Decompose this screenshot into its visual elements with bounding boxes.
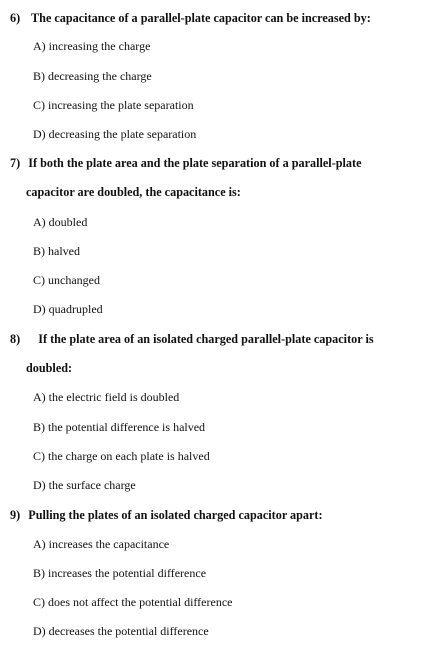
question-6-number: 6) — [10, 11, 21, 25]
question-9-heading — [10, 507, 323, 523]
question-7-stem-line-1: If both the plate area and the plate separation of a parallel-plate — [28, 156, 362, 170]
question-7-option-c: C) unchanged — [33, 273, 100, 287]
question-8-option-c: C) the charge on each plate is halved — [33, 449, 210, 463]
question-7-option-b: B) halved — [33, 244, 80, 258]
question-6-option-c: C) increasing the plate separation — [33, 98, 194, 112]
question-7-number: 7) — [10, 156, 21, 170]
question-8-option-d: D) the surface charge — [33, 478, 136, 492]
question-8-stem-line-1: If the plate area of an isolated charged parallel-plate capacitor is — [38, 332, 374, 346]
question-8-option-b: B) the potential difference is halved — [33, 420, 206, 434]
question-9-option-a: A) increases the capacitance — [33, 537, 170, 551]
question-6-option-a: A) increasing the charge — [33, 39, 151, 53]
question-9-number: 9) — [10, 508, 21, 522]
question-8-number: 8) — [10, 332, 21, 346]
question-9-option-c: C) does not affect the potential difference — [33, 595, 233, 609]
question-6-option-b: B) decreasing the charge — [33, 69, 152, 83]
question-6-heading — [10, 10, 371, 26]
question-7-stem-line-2: capacitor are doubled, the capacitance is: — [26, 185, 241, 199]
question-7-option-a: A) doubled — [33, 215, 88, 229]
question-9-stem: Pulling the plates of an isolated charged capacitor apart: — [28, 508, 323, 522]
question-6-option-d: D) decreasing the plate separation — [33, 127, 197, 141]
question-7-option-d: D) quadrupled — [33, 302, 103, 316]
question-7-heading — [10, 155, 361, 171]
question-8-heading — [10, 331, 374, 347]
question-8-stem-line-2: doubled: — [26, 361, 73, 375]
question-8-option-a: A) the electric field is doubled — [33, 390, 180, 404]
question-9-option-d: D) decreases the potential difference — [33, 624, 209, 638]
question-6-stem: The capacitance of a parallel-plate capacitor can be increased by: — [31, 11, 371, 25]
question-9-option-b: B) increases the potential difference — [33, 566, 207, 580]
